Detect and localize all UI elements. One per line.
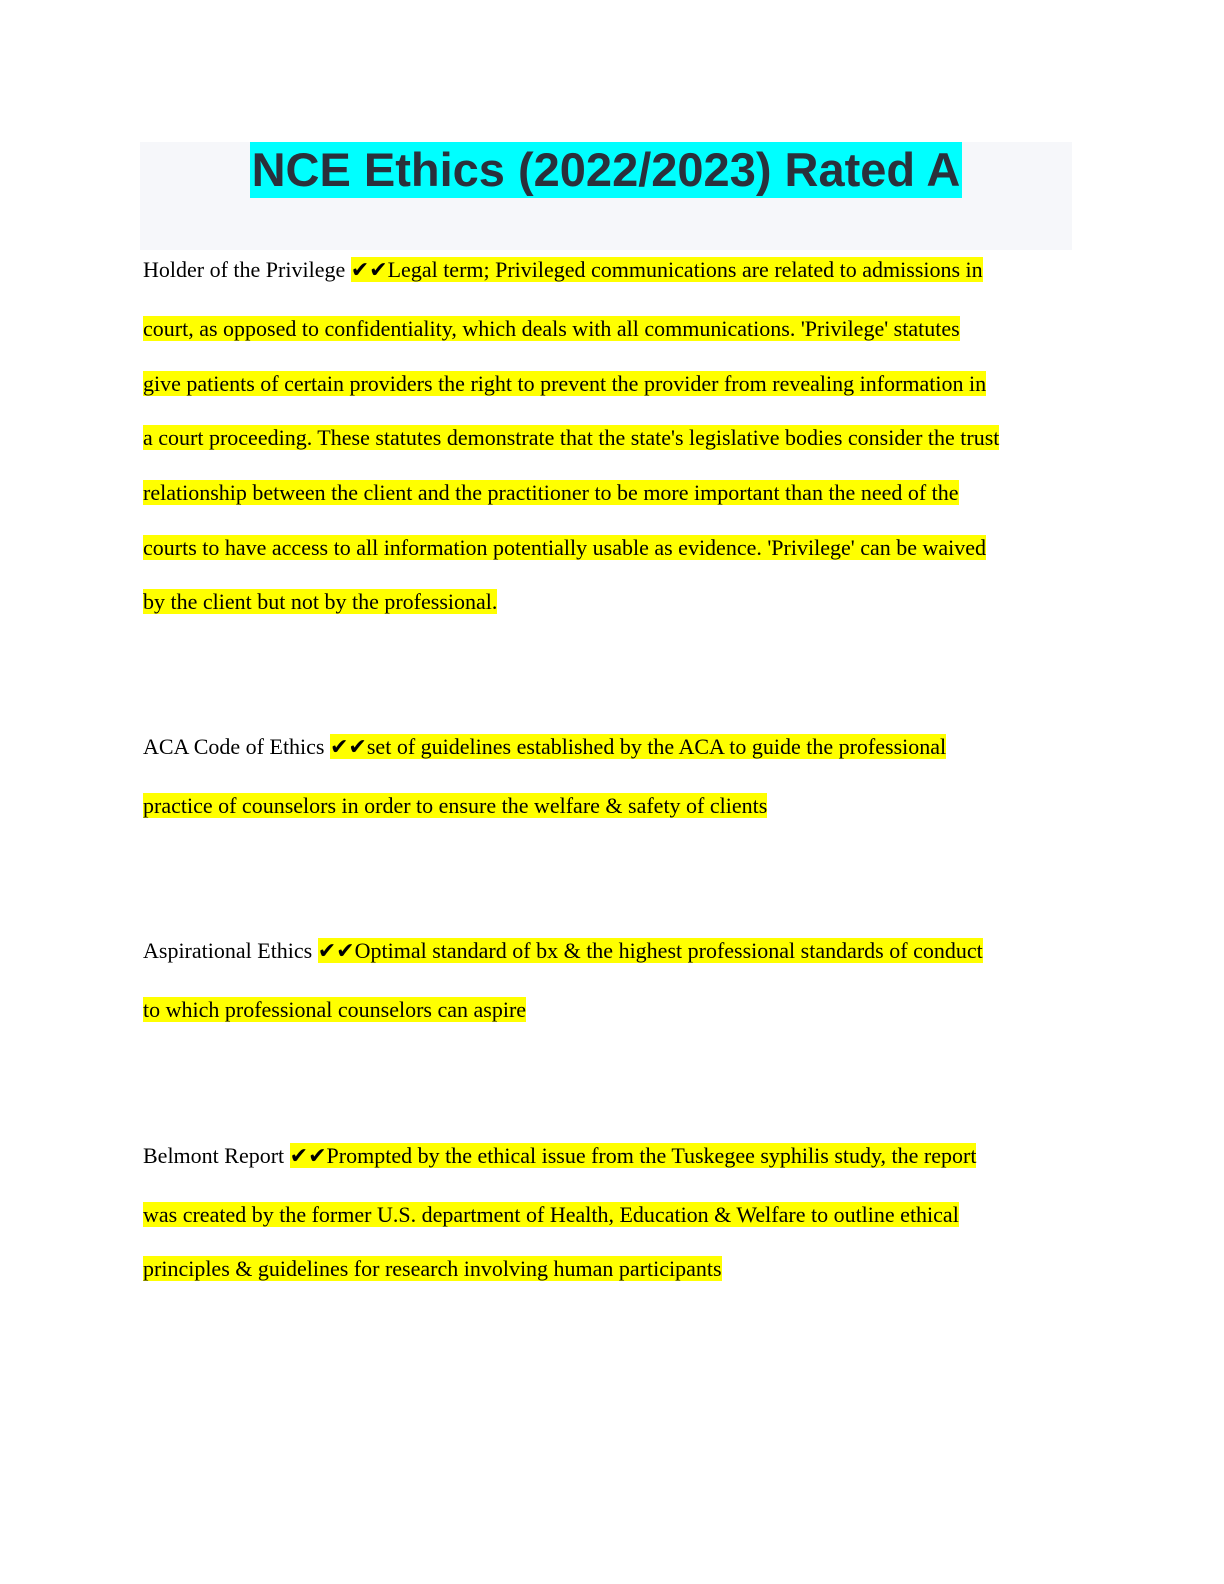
entry-definition-line: set of guidelines established by the ACA to guide the professional [366,734,947,759]
entry-line [143,254,983,286]
entry-definition-line: court, as opposed to confidentiality, which deals with all communications. 'Privilege' statutes [143,316,960,341]
entry-line [143,731,946,763]
entry-definition-line: a court proceeding. These statutes demonstrate that the state's legislative bodies consider the trust [143,425,1000,450]
entry-line [143,790,767,822]
entry-line [143,313,960,345]
entry-definition-line: give patients of certain providers the right to prevent the provider from revealing information in [143,371,987,396]
entry-definition-line: practice of counselors in order to ensure the welfare & safety of clients [143,793,768,818]
entry-definition-line: was created by the former U.S. department of Health, Education & Welfare to outline ethical [143,1202,959,1227]
entry-definition-line: to which professional counselors can aspire [143,997,527,1022]
entry-term: ACA Code of Ethics [143,734,325,759]
double-check-icon: ✔✔ [289,1144,327,1169]
entry-line [143,586,497,618]
double-check-icon: ✔✔ [330,735,367,760]
entry-line [143,477,959,509]
entry-definition-line: Legal term; Privileged communications are related to admissions in [387,257,983,282]
entry-line [143,422,999,454]
entry-line [143,1253,722,1285]
entry-line [143,1199,959,1231]
entry-line [143,532,986,564]
title-band [140,142,1072,250]
entry-definition-line: by the client but not by the professional. [143,589,498,614]
double-check-icon: ✔✔ [350,258,388,283]
entry-term: Belmont Report [143,1143,285,1168]
entry-line [143,368,986,400]
entry-definition-line: Prompted by the ethical issue from the Tuskegee syphilis study, the report [326,1143,977,1168]
entry-definition-line: Optimal standard of bx & the highest professional standards of conduct [354,938,983,963]
double-check-icon: ✔✔ [317,939,355,964]
entry-term: Holder of the Privilege [143,257,346,282]
entry-definition-line: courts to have access to all information potentially usable as evidence. 'Privilege' can be waived [143,535,987,560]
entry-definition-line: relationship between the client and the practitioner to be more important than the need of the [143,480,959,505]
entry-line [143,994,526,1026]
entry-line [143,1140,976,1172]
entry-term: Aspirational Ethics [143,938,313,963]
entry-line [143,935,983,967]
document-title: NCE Ethics (2022/2023) Rated A [251,143,961,196]
entry-definition-line: principles & guidelines for research involving human participants [143,1256,722,1281]
